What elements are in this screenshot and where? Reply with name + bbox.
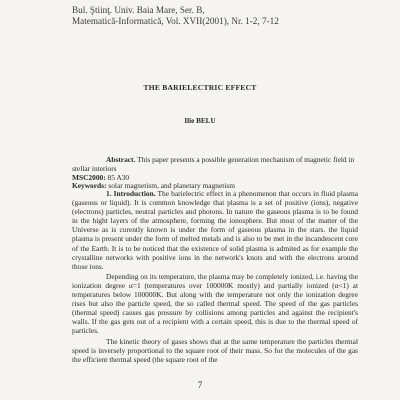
intro-paragraph-1 — [72, 189, 358, 271]
intro-paragraph-1-text: The barielectric effect in a phenomenon that occurs in fluid plasma (gaseous or liquid). It is common knowledge that plasma is a set of positive (ions), negative (electrons) particles, neutral particles and photons. In nature the gaseous plasma is to be found in the hight layers of the atmosphere, forming the ionosphere. But most of the matter of the Universe as is curently known is under the form of gaseous plasma in the stars. the liquid plasma is present under the form of melted metals and is also to be met in the incandescent core of the Earth. It is to be noticed that the existence of solid plasma is admited as for example the crystalline networks with positive ions in the network's knots and with the electrons around those ions. — [72, 189, 358, 271]
section-introduction — [72, 189, 358, 365]
msc-value: 85 A30 — [107, 172, 130, 182]
keywords-label: Keywords: — [72, 181, 107, 191]
keywords-value: solar magnetism, and planetary magnetism — [108, 181, 235, 191]
author-name: Ilie BELU — [184, 117, 216, 125]
abstract-paragraph — [72, 156, 356, 174]
abstract-text: This paper presents a possible generation mechanism of magnetic field in stellar interiors — [72, 155, 355, 173]
journal-header — [72, 5, 279, 27]
intro-paragraph-2: Depending on its temperature, the plasma may be completely ionized, i.e. having the ionization degree α=1 (temperatures over 100000K mostly) and partially ionized (α<1) at temperatures below 100000K. But along with the temperature not only the ionization degree rises but also the particle speed, the so called thermal speed. The speed of the gas particles (thermal speed) causes gas pressure by collisions among particles and against the recipient's walls. If the gas gets out of a recipient with a certain speed, this is due to the thermal speed of particles. — [72, 271, 358, 336]
page-number: 7 — [197, 380, 203, 390]
section-heading: 1. Introduction. — [106, 189, 156, 198]
journal-header-line-2: Matematică-Informatică, Vol. XVII(2001), Nr. 1-2, 7-12 — [72, 16, 279, 26]
paper-title: THE BARIELECTRIC EFFECT — [143, 83, 257, 92]
journal-header-line-1: Bul. Ştiinţ. Univ. Baia Mare, Ser. B, — [72, 5, 205, 15]
intro-paragraph-3: The kinetic theory of gases shows that at the same temperature the particles thermal speed is inversely proportional to the square root of their mass. So for the molecules of the gas the efficient thermal speed (the square root of the — [72, 336, 358, 364]
abstract-label: Abstract. — [106, 155, 136, 164]
msc-label: MSC2000: — [72, 172, 106, 182]
abstract-block — [72, 156, 356, 191]
